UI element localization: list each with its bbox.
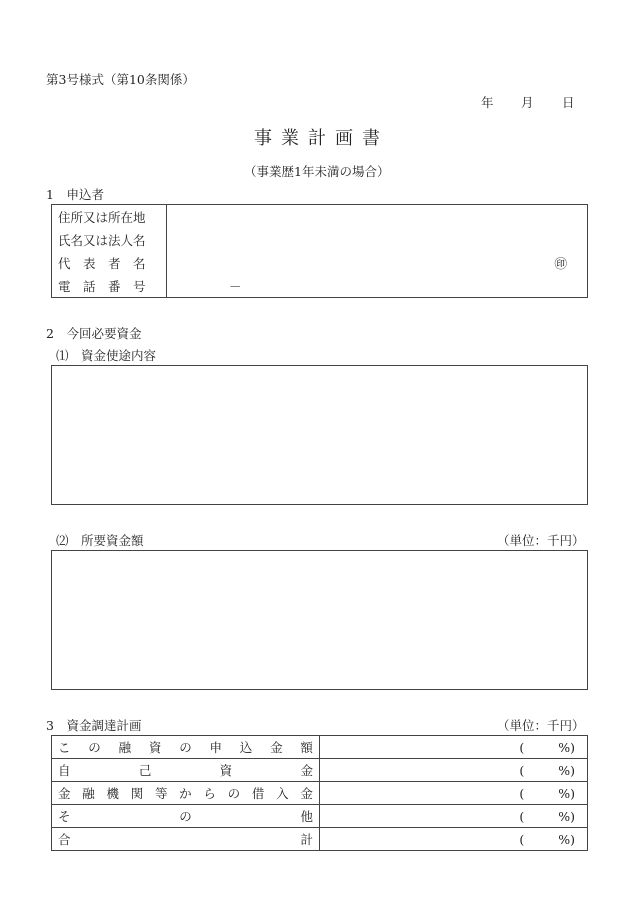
percent-unit: %) <box>558 785 575 801</box>
name-field[interactable] <box>167 228 588 251</box>
date-year: 年 <box>481 95 494 110</box>
funding-label: 合 計 <box>58 832 313 847</box>
phone-field[interactable] <box>167 274 588 298</box>
percent-unit: %) <box>558 808 575 824</box>
date-month: 月 <box>521 95 534 110</box>
applicant-row <box>52 228 588 251</box>
unit-label: （単位：千円） <box>497 718 585 733</box>
open-paren: ( <box>519 762 525 778</box>
page-subtitle: （事業歴1年未満の場合） <box>244 164 390 179</box>
funding-label: こ の 融 資 の 申 込 金 額 <box>58 740 313 755</box>
open-paren: ( <box>519 831 525 847</box>
funding-amount-cell[interactable] <box>320 759 588 782</box>
seal-mark: ㊞ <box>554 255 567 271</box>
funding-label: そ の 他 <box>58 809 313 824</box>
percent-unit: %) <box>558 762 575 778</box>
funding-amount-cell[interactable] <box>320 805 588 828</box>
funding-amount-cell[interactable] <box>320 782 588 805</box>
applicant-label: 代 表 者 名 <box>52 251 167 274</box>
applicant-row <box>52 251 588 274</box>
funding-label-cell <box>52 759 320 782</box>
funding-label-cell <box>52 782 320 805</box>
required-amount-box[interactable] <box>51 550 588 690</box>
funding-plan-table <box>51 735 588 851</box>
required-amount-label: ⑵ 所要資金額 <box>56 533 144 548</box>
table-row <box>52 782 588 805</box>
date-day: 日 <box>562 95 575 110</box>
funding-amount-cell[interactable] <box>320 828 588 851</box>
page-title: 事業計画書 <box>254 128 389 149</box>
section3-heading: 3 資金調達計画 <box>46 718 142 733</box>
applicant-row <box>52 274 588 298</box>
applicant-table <box>51 204 588 298</box>
open-paren: ( <box>519 808 525 824</box>
applicant-row <box>52 205 588 229</box>
table-row <box>52 828 588 851</box>
address-field[interactable] <box>167 205 588 229</box>
funding-label-cell <box>52 736 320 759</box>
table-row <box>52 759 588 782</box>
applicant-label: 住所又は所在地 <box>52 205 167 229</box>
funding-label: 金 融 機 関 等 か ら の 借 入 金 <box>58 786 313 801</box>
open-paren: ( <box>519 785 525 801</box>
fund-usage-box[interactable] <box>51 365 588 505</box>
unit-label: （単位：千円） <box>497 533 585 548</box>
applicant-label: 氏名又は法人名 <box>52 228 167 251</box>
section2-heading: 2 今回必要資金 <box>46 326 142 341</box>
percent-unit: %) <box>558 739 575 755</box>
phone-dash: － <box>229 278 242 294</box>
funding-label: 自 己 資 金 <box>58 763 313 778</box>
section1-heading: 1 申込者 <box>46 187 104 202</box>
table-row <box>52 736 588 759</box>
fund-usage-label: ⑴ 資金使途内容 <box>56 348 157 363</box>
open-paren: ( <box>519 739 525 755</box>
applicant-label: 電 話 番 号 <box>52 274 167 298</box>
funding-amount-cell[interactable] <box>320 736 588 759</box>
table-row <box>52 805 588 828</box>
form-number: 第3号様式（第10条関係） <box>46 72 195 87</box>
funding-label-cell <box>52 805 320 828</box>
funding-label-cell <box>52 828 320 851</box>
representative-field[interactable] <box>167 251 588 274</box>
percent-unit: %) <box>558 831 575 847</box>
